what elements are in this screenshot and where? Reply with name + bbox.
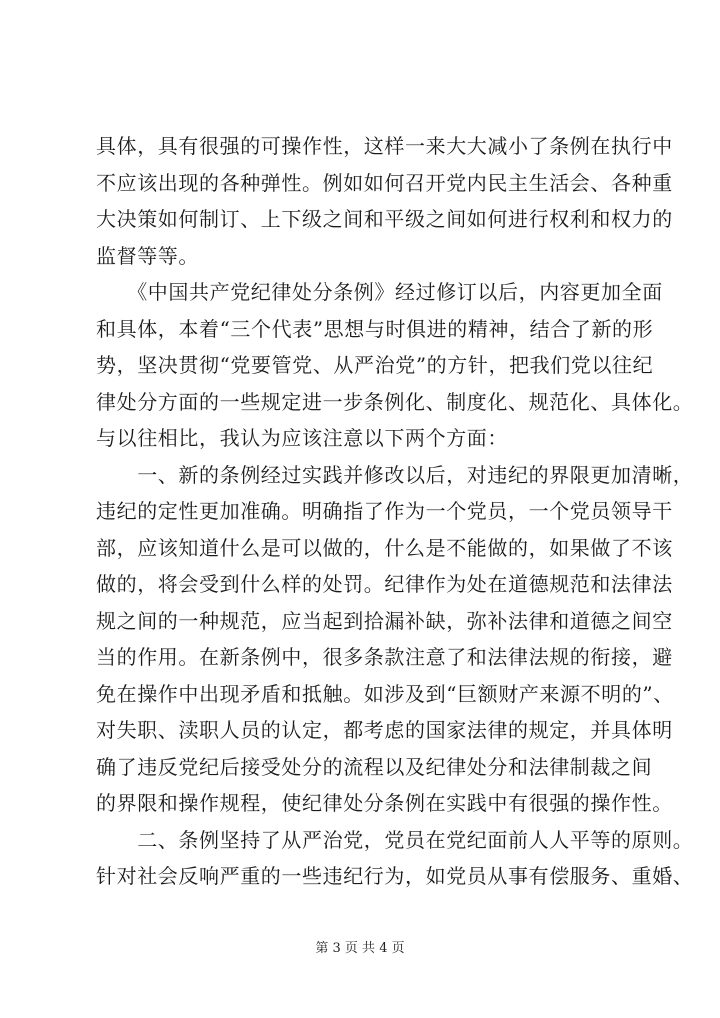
text-line: 势，坚决贯彻“党要管党、从严治党”的方针，把我们党以往纪 <box>96 353 654 377</box>
text-line: 一、新的条例经过实践并修改以后，对违纪的界限更加清晰， <box>96 462 694 487</box>
text-line: 具体，具有很强的可操作性，这样一来大大减小了条例在执行中 <box>96 134 673 158</box>
text-line: 律处分方面的一些规定进一步条例化、制度化、规范化、具体化。 <box>96 389 694 414</box>
text-line: 对失职、渎职人员的认定，都考虑的国家法律的规定，并具体明 <box>96 718 673 742</box>
text-line: 当的作用。在新条例中，很多条款注意了和法律法规的衔接，避 <box>96 645 673 669</box>
text-line: 确了违反党纪后接受处分的流程以及纪律处分和法律制裁之间 <box>96 754 653 779</box>
text-line: 大决策如何制订、上下级之间和平级之间如何进行权利和权力的 <box>96 207 673 231</box>
text-line: 规之间的一种规范，应当起到拾漏补缺，弥补法律和道德之间空 <box>96 608 673 633</box>
text-line: 违纪的定性更加准确。明确指了作为一个党员，一个党员领导干 <box>96 499 673 523</box>
text-line: 针对社会反响严重的一些违纪行为，如党员从事有偿服务、重婚、 <box>96 864 694 888</box>
text-line: 部，应该知道什么是可以做的，什么是不能做的，如果做了不该 <box>96 535 673 560</box>
body-text <box>96 128 694 895</box>
text-line: 监督等等。 <box>96 243 199 268</box>
text-line: 与以往相比，我认为应该注意以下两个方面： <box>96 426 508 450</box>
text-line: 免在操作中出现矛盾和抵触。如涉及到“巨额财产来源不明的”、 <box>96 681 674 706</box>
text-line: 和具体，本着“三个代表”思想与时俱进的精神，结合了新的形 <box>96 316 654 341</box>
text-line: 做的，将会受到什么样的处罚。纪律作为处在道德规范和法律法 <box>96 572 673 596</box>
text-line: 二、条例坚持了从严治党，党员在党纪面前人人平等的原则。 <box>96 827 694 852</box>
text-line: 不应该出现的各种弹性。例如如何召开党内民主生活会、各种重 <box>96 170 673 195</box>
text-line: 《中国共产党纪律处分条例》经过修订以后，内容更加全面 <box>96 280 663 304</box>
page-footer: 第 3 页 共 4 页 <box>315 941 405 956</box>
text-line: 的界限和操作规程，使纪律处分条例在实践中有很强的操作性。 <box>96 791 673 815</box>
